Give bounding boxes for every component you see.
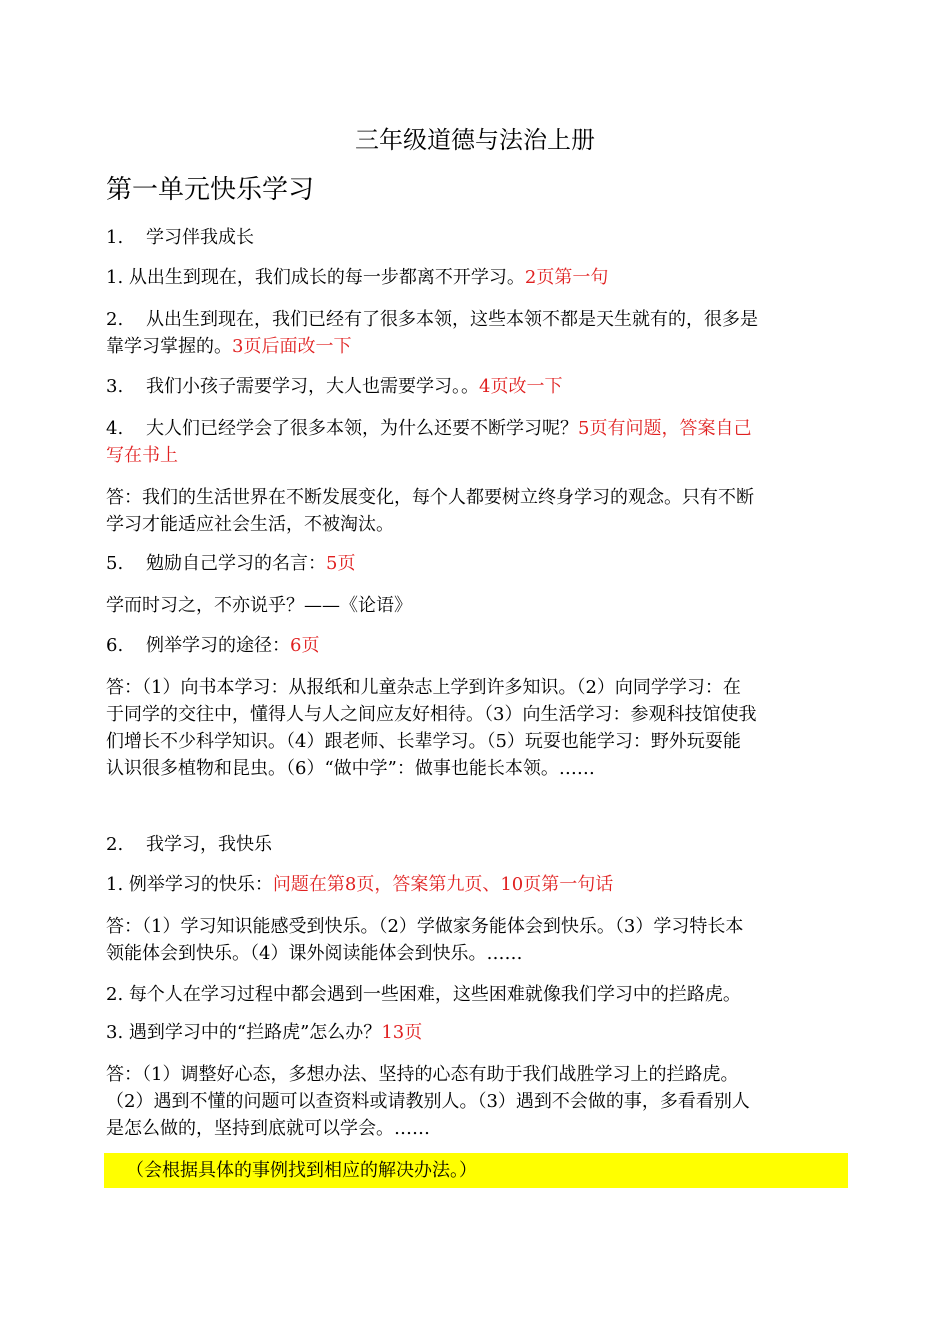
a6-line4: 认识很多植物和昆虫。（6）“做中学”：做事也能长本领。…… [106, 758, 595, 779]
a6-line2: 于同学的交往中，懂得人与人之间应友好相待。（3）向生活学习：参观科技馆使我 [106, 704, 757, 725]
a6-line1: 答：（1）向书本学习：从报纸和儿童杂志上学到许多知识。（2）向同学学习：在 [106, 677, 741, 698]
l2-a3-line2: （2）遇到不懂的问题可以查资料或请教别人。（3）遇到不会做的事，多看看别人 [106, 1091, 750, 1112]
lesson1-number: 1. [106, 227, 124, 248]
lesson1-q5 [106, 550, 846, 577]
a4-line1: 答：我们的生活世界在不断发展变化，每个人都要树立终身学习的观念。只有不断 [106, 487, 754, 508]
lesson1-q1 [106, 264, 846, 291]
lesson1-q6 [106, 632, 846, 659]
q2-text: 从出生到现在，我们已经有了很多本领，这些本领不都是天生就有的，很多是 [146, 309, 758, 330]
q3-note: 4页改一下 [479, 376, 563, 397]
l2-a1-line2: 领能体会到快乐。（4）课外阅读能体会到快乐。…… [106, 943, 523, 964]
q6-note: 6页 [290, 635, 320, 656]
document-title: 三年级道德与法治上册 [355, 126, 595, 154]
q6-text: 例举学习的途径： [146, 635, 290, 656]
q4-note: 5页有问题，答案自己 [578, 418, 752, 439]
lesson2-title: 我学习，我快乐 [146, 834, 272, 855]
lesson1-q3 [106, 373, 846, 400]
lesson1-q4-line1 [106, 415, 846, 442]
l2-q3-note: 13页 [381, 1022, 423, 1043]
l2-q1-note: 问题在第8页，答案第九页、10页第一句话 [272, 874, 614, 895]
q5-number: 5. [106, 553, 124, 574]
lesson1-heading [106, 224, 846, 251]
l2-a3-line3: 是怎么做的，坚持到底就可以学会。…… [106, 1118, 430, 1139]
q1-note: 2页第一句 [524, 267, 609, 288]
q2-number: 2. [106, 309, 124, 330]
l2-a3-line1: 答：（1）调整好心态，多想办法、坚持的心态有助于我们战胜学习上的拦路虎。 [106, 1064, 739, 1085]
a6-line3: 们增长不少科学知识。（4）跟老师、长辈学习。（5）玩耍也能学习：野外玩耍能 [106, 731, 741, 752]
highlight-text: （会根据具体的事例找到相应的解决办法。） [126, 1160, 477, 1181]
q3-text: 我们小孩子需要学习，大人也需要学习。。 [146, 376, 479, 397]
lesson1-q2-line2 [106, 333, 846, 360]
q5-note: 5页 [326, 553, 356, 574]
l2-q3-text: 3. 遇到学习中的“拦路虎”怎么办？ [106, 1022, 382, 1043]
lesson1-q2-line1 [106, 306, 846, 333]
q2-text-cont: 靠学习掌握的。 [106, 336, 232, 357]
a4-line2: 学习才能适应社会生活，不被淘汰。 [106, 514, 394, 535]
a5-quote: 学而时习之，不亦说乎？——《论语》 [106, 595, 412, 616]
q6-number: 6. [106, 635, 124, 656]
lesson2-heading [106, 831, 846, 858]
q4-number: 4. [106, 418, 124, 439]
l2-a1-line1: 答：（1）学习知识能感受到快乐。（2）学做家务能体会到快乐。（3）学习特长本 [106, 916, 744, 937]
highlight-box [104, 1153, 848, 1188]
lesson2-q1 [106, 871, 846, 898]
unit-heading: 第一单元快乐学习 [106, 175, 315, 205]
q3-number: 3. [106, 376, 124, 397]
lesson2-q3 [106, 1019, 846, 1046]
q1-text: 1. 从出生到现在，我们成长的每一步都离不开学习。 [106, 267, 525, 288]
q4-note-cont: 写在书上 [106, 445, 178, 466]
lesson1-title: 学习伴我成长 [146, 227, 254, 248]
q2-note: 3页后面改一下 [232, 336, 352, 357]
lesson2-number: 2. [106, 834, 124, 855]
lesson2-q2: 2. 每个人在学习过程中都会遇到一些困难，这些困难就像我们学习中的拦路虎。 [106, 984, 741, 1005]
l2-q1-text: 1. 例举学习的快乐： [106, 874, 273, 895]
q4-text: 大人们已经学会了很多本领，为什么还要不断学习呢？ [146, 418, 578, 439]
q5-text: 勉励自己学习的名言： [146, 553, 326, 574]
